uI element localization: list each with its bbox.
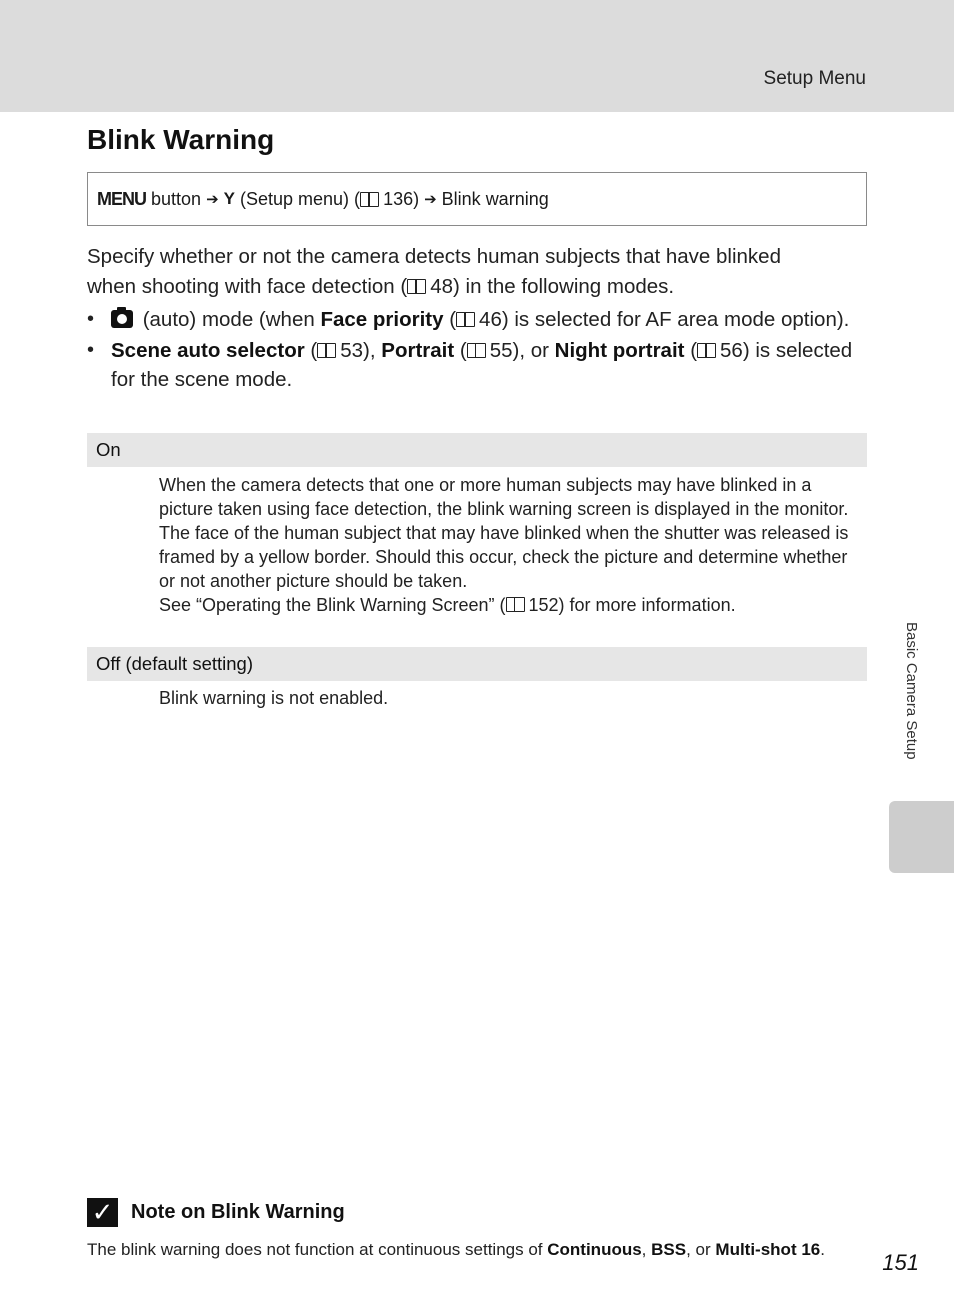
page-title: Blink Warning [87, 124, 275, 155]
menu-path-button-text: button [151, 188, 202, 209]
section-name: Setup Menu [763, 68, 866, 89]
chapter-side-label: Basic Camera Setup [903, 622, 920, 760]
note-title: Note on Blink Warning [131, 1201, 345, 1223]
page-reference-icon [467, 343, 486, 358]
option-off-description: Blink warning is not enabled. [159, 688, 389, 708]
option-on-paragraph: When the camera detects that one or more human subjects may have blinked in a picture taken using face detection, the blink warning screen is displayed in the monitor. [159, 475, 849, 519]
option-on-paragraph: See “Operating the Blink Warning Screen” ( 152) for more information. [159, 595, 736, 615]
page-reference-icon [456, 312, 475, 327]
menu-path-setup: (Setup menu) ( [240, 188, 361, 209]
setup-wrench-icon: Y [223, 189, 235, 208]
arrow-right-icon: ➔ [206, 191, 219, 208]
option-on-description [159, 473, 859, 617]
option-on-paragraph: The face of the human subject that may have blinked when the shutter was released is framed by a yellow border. Should this occur, check the picture and determine whether or not another picture should be taken. [159, 523, 849, 591]
mode-list [87, 305, 877, 396]
checkmark-icon: ✓ [87, 1198, 118, 1227]
header-band [0, 0, 954, 112]
auto-mode-camera-icon [111, 310, 133, 328]
menu-button-icon: MENU [97, 188, 146, 209]
list-item: • Scene auto selector ( 53), Portrait ( 55), or Night portrait ( 56) is selected for the scene mode. [87, 336, 877, 394]
option-off-header: Off (default setting) [87, 647, 867, 681]
page-reference-icon [506, 597, 525, 612]
intro-paragraph: Specify whether or not the camera detects human subjects that have blinked when shooting with face detection ( 48) in the following modes. [87, 245, 781, 298]
menu-path-box [87, 172, 867, 226]
menu-path-target: Blink warning [441, 188, 549, 209]
note-text: The blink warning does not function at continuous settings of Continuous, BSS, or Multi-shot 16. [87, 1240, 825, 1259]
page-reference-icon [407, 279, 426, 294]
arrow-right-icon: ➔ [424, 191, 437, 208]
page-reference-icon [360, 192, 379, 207]
menu-path-page: 136) [383, 188, 420, 209]
chapter-tab [889, 801, 954, 873]
page-reference-icon [317, 343, 336, 358]
note-heading [87, 1198, 345, 1227]
intro-line-1: Specify whether or not the camera detects human subjects that have blinked [87, 245, 781, 268]
page-reference-icon [697, 343, 716, 358]
list-item: • (auto) mode (when Face priority ( 46) is selected for AF area mode option). [87, 305, 877, 334]
option-on-header: On [87, 433, 867, 467]
page-number: 151 [882, 1250, 919, 1275]
